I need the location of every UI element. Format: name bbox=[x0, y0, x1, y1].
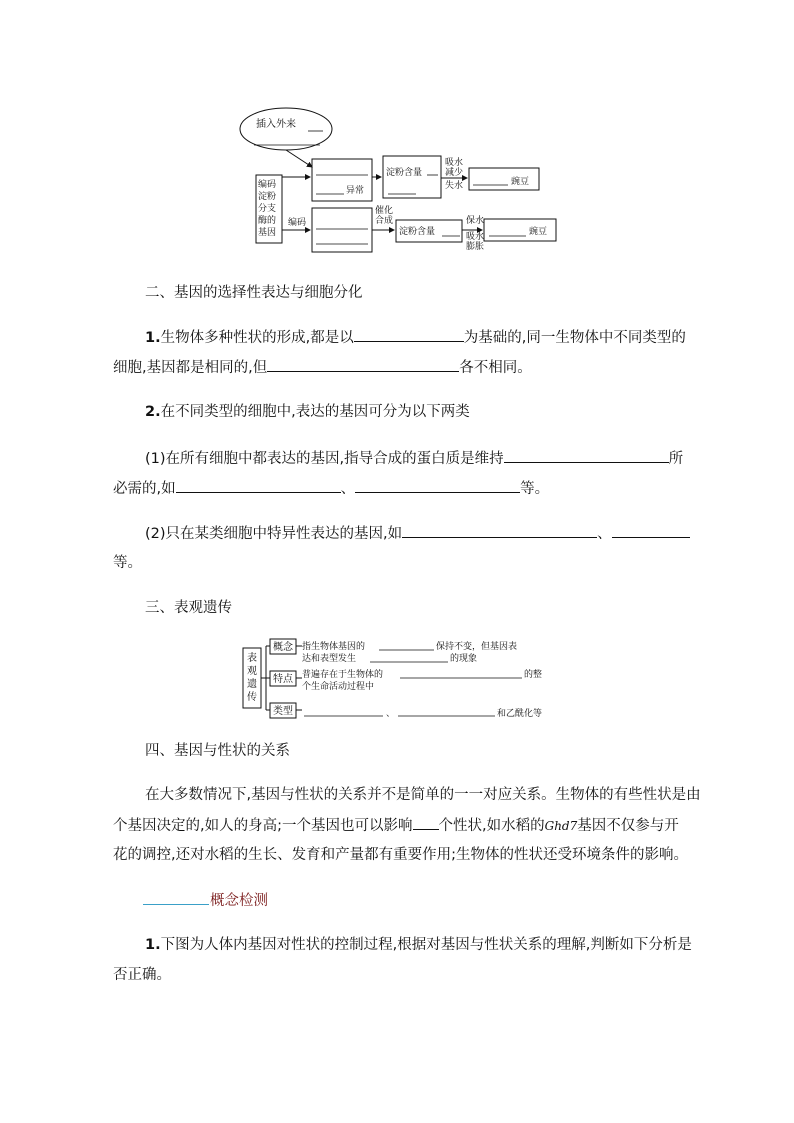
svg-text:个生命活动过程中: 个生命活动过程中 bbox=[302, 682, 375, 692]
section3-heading: 三、表观遗传 bbox=[145, 600, 232, 616]
svg-text:分支: 分支 bbox=[258, 204, 277, 214]
section4-p-line1: 在大多数情况下,基因与性状的关系并不是简单的一一对应关系。生物体的有些性状是由 bbox=[145, 787, 701, 803]
svg-text:编码: 编码 bbox=[258, 180, 277, 190]
svg-text:淀粉含量: 淀粉含量 bbox=[399, 227, 436, 237]
section4-heading: 四、基因与性状的关系 bbox=[145, 743, 290, 759]
check-q1-line1: 1.下图为人体内基因对性状的控制过程,根据对基因与性状关系的理解,判断如下分析是 bbox=[145, 937, 692, 953]
check-q1-line2: 否正确。 bbox=[113, 967, 171, 983]
svg-text:基因: 基因 bbox=[258, 228, 277, 238]
svg-text:吸水: 吸水 bbox=[445, 158, 464, 168]
svg-text:减少: 减少 bbox=[445, 168, 464, 178]
svg-text:豌豆: 豌豆 bbox=[511, 177, 530, 187]
svg-text:概念: 概念 bbox=[273, 642, 293, 653]
svg-text:传: 传 bbox=[247, 692, 257, 703]
section2-p1-line1: 1.生物体多种性状的形成,都是以 为基础的,同一生物体中不同类型的 bbox=[145, 327, 686, 348]
svg-text:异常: 异常 bbox=[346, 186, 365, 196]
svg-text:、: 、 bbox=[386, 709, 396, 719]
section2-p1-line2: 细胞,基因都是相同的,但 各不相同。 bbox=[113, 357, 532, 378]
check-heading: 概念检测 bbox=[210, 893, 268, 909]
section2-p3-line2: 必需的,如 、 等。 bbox=[113, 478, 549, 499]
section4-p-line3: 花的调控,还对水稻的生长、发育和产量都有重要作用;生物体的性状还受环境条件的影响。 bbox=[113, 847, 688, 863]
svg-text:遗: 遗 bbox=[247, 679, 257, 690]
svg-text:特点: 特点 bbox=[273, 674, 293, 685]
svg-text:合成: 合成 bbox=[375, 216, 394, 226]
section2-p3-line1: (1)在所有细胞中都表达的基因,指导合成的蛋白质是维持 所 bbox=[145, 448, 683, 469]
svg-text:失水: 失水 bbox=[445, 181, 464, 191]
bubble-label: 插入外来 bbox=[256, 119, 296, 130]
svg-text:编码: 编码 bbox=[288, 218, 307, 228]
svg-text:保持不变，但基因表: 保持不变，但基因表 bbox=[436, 642, 518, 652]
svg-text:类型: 类型 bbox=[273, 706, 293, 717]
section2-heading: 二、基因的选择性表达与细胞分化 bbox=[145, 285, 363, 301]
section4-p-line2: 个基因决定的,如人的身高;一个基因也可以影响 个性状,如水稻的Ghd7基因不仅参与开 bbox=[113, 815, 679, 836]
svg-text:的现象: 的现象 bbox=[450, 654, 478, 664]
svg-text:酶的: 酶的 bbox=[258, 216, 277, 226]
svg-text:指生物体基因的: 指生物体基因的 bbox=[302, 642, 366, 652]
svg-text:表: 表 bbox=[247, 653, 257, 664]
epigenetics-diagram bbox=[240, 632, 560, 724]
section2-p2: 2.在不同类型的细胞中,表达的基因可分为以下两类 bbox=[145, 404, 470, 420]
svg-text:膨胀: 膨胀 bbox=[466, 242, 485, 252]
svg-text:淀粉: 淀粉 bbox=[258, 192, 277, 202]
section2-p4-line1: (2)只在某类细胞中特异性表达的基因,如 、 bbox=[145, 523, 690, 544]
svg-text:保水: 保水 bbox=[466, 216, 485, 226]
svg-text:催化: 催化 bbox=[375, 206, 394, 216]
svg-text:的整: 的整 bbox=[524, 670, 543, 680]
svg-text:吸水: 吸水 bbox=[466, 232, 485, 242]
gene-pea-diagram bbox=[230, 105, 560, 255]
svg-text:观: 观 bbox=[247, 666, 257, 677]
section2-p4-line2: 等。 bbox=[113, 555, 142, 571]
svg-text:淀粉含量: 淀粉含量 bbox=[386, 168, 423, 178]
check-heading-underline bbox=[143, 904, 209, 905]
svg-text:普遍存在于生物体的: 普遍存在于生物体的 bbox=[302, 670, 384, 680]
svg-text:达和表型发生: 达和表型发生 bbox=[302, 654, 357, 664]
svg-text:和乙酰化等: 和乙酰化等 bbox=[497, 709, 543, 719]
svg-text:豌豆: 豌豆 bbox=[529, 227, 548, 237]
